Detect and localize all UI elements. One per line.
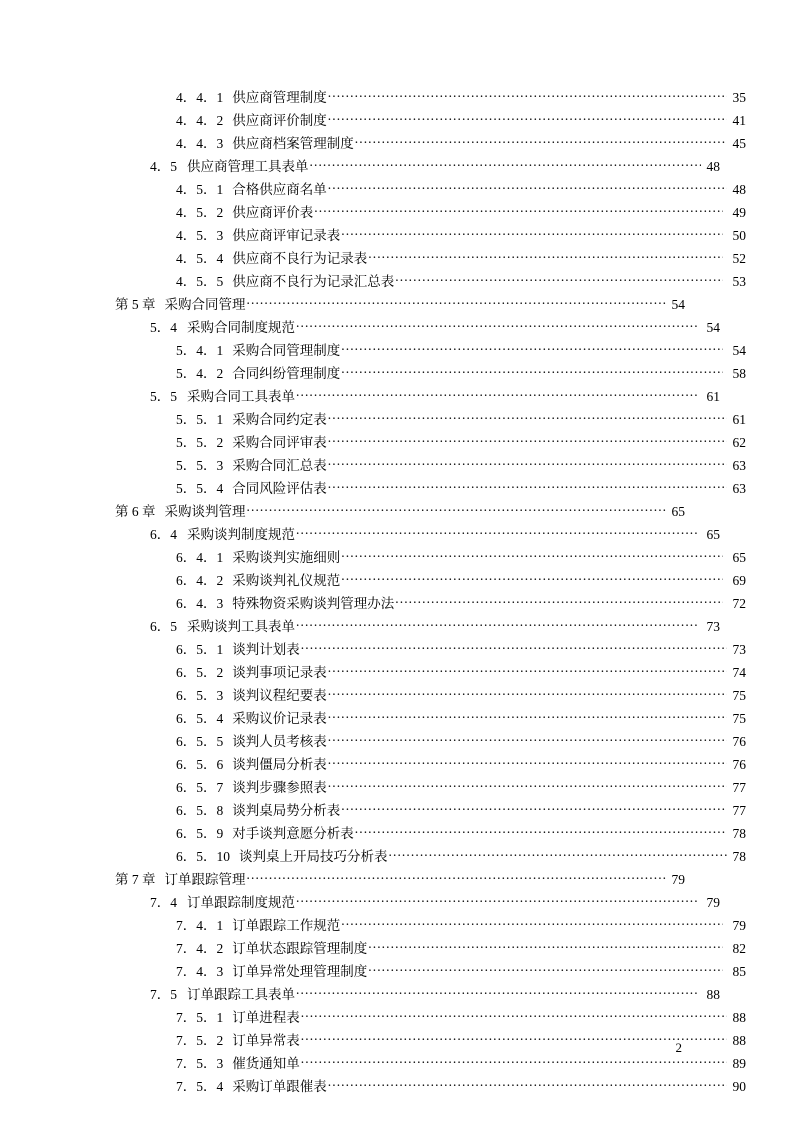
toc-dot-leader bbox=[296, 986, 697, 999]
toc-entry[interactable] bbox=[112, 753, 746, 776]
toc-entry-title: 采购合同工具表单 bbox=[187, 389, 295, 405]
toc-entry-number: 7．5．1 bbox=[176, 1010, 224, 1025]
toc-dot-leader bbox=[296, 388, 697, 401]
toc-entry-number: 7．4 bbox=[150, 895, 177, 910]
toc-entry-title: 采购合同评审表 bbox=[232, 435, 327, 451]
toc-entry-title: 供应商不良行为记录汇总表 bbox=[232, 274, 395, 290]
toc-entry-number: 4．5．5 bbox=[176, 274, 224, 289]
toc-entry-title: 采购谈判制度规范 bbox=[187, 527, 295, 543]
toc-entry-page-number: 79 bbox=[671, 872, 685, 887]
toc-entry-title: 供应商档案管理制度 bbox=[232, 136, 354, 152]
toc-entry-title: 采购谈判管理 bbox=[164, 504, 246, 520]
toc-dot-leader bbox=[296, 894, 697, 907]
toc-entry[interactable] bbox=[112, 661, 746, 684]
toc-entry-page-number: 62 bbox=[732, 435, 746, 450]
toc-entry[interactable] bbox=[112, 132, 746, 155]
toc-entry-title: 供应商评价制度 bbox=[232, 113, 327, 129]
toc-entry-number: 6．5 bbox=[150, 619, 177, 634]
toc-entry-title: 订单跟踪管理 bbox=[164, 872, 246, 888]
toc-entry-number: 5．5．2 bbox=[176, 435, 224, 450]
toc-entry-title: 订单异常处理管理制度 bbox=[232, 964, 368, 980]
toc-entry-number: 4．5 bbox=[150, 159, 177, 174]
toc-entry[interactable] bbox=[112, 316, 720, 339]
toc-entry-title: 采购合同管理 bbox=[164, 297, 246, 313]
table-of-contents bbox=[112, 86, 746, 1098]
toc-entry[interactable] bbox=[112, 362, 746, 385]
toc-entry-page-number: 88 bbox=[732, 1010, 746, 1025]
toc-entry-number: 4．5．4 bbox=[176, 251, 224, 266]
toc-dot-leader bbox=[296, 319, 697, 332]
toc-dot-leader bbox=[328, 89, 727, 102]
toc-entry-page-number: 79 bbox=[732, 918, 746, 933]
toc-entry-title: 采购合同汇总表 bbox=[232, 458, 327, 474]
toc-entry-title: 供应商管理制度 bbox=[232, 90, 327, 106]
toc-dot-leader bbox=[328, 411, 727, 424]
toc-entry-number: 7．4．3 bbox=[176, 964, 224, 979]
toc-dot-leader bbox=[341, 342, 723, 355]
toc-dot-leader bbox=[328, 112, 727, 125]
toc-entry-title: 谈判桌上开局技巧分析表 bbox=[239, 849, 388, 865]
toc-entry[interactable] bbox=[112, 707, 746, 730]
toc-entry-number: 7．5 bbox=[150, 987, 177, 1002]
toc-entry-page-number: 48 bbox=[732, 182, 746, 197]
toc-entry-page-number: 63 bbox=[732, 458, 746, 473]
toc-dot-leader bbox=[328, 687, 727, 700]
toc-entry[interactable] bbox=[112, 201, 746, 224]
toc-entry-title: 采购订单跟催表 bbox=[232, 1079, 327, 1095]
toc-dot-leader bbox=[355, 825, 727, 838]
toc-dot-leader bbox=[341, 572, 723, 585]
toc-dot-leader bbox=[247, 296, 667, 309]
toc-dot-leader bbox=[328, 480, 727, 493]
toc-entry[interactable] bbox=[112, 845, 746, 868]
toc-entry-title: 订单进程表 bbox=[232, 1010, 300, 1026]
toc-entry-number: 6．5．7 bbox=[176, 780, 224, 795]
toc-entry-title: 谈判事项记录表 bbox=[232, 665, 327, 681]
toc-entry-title: 谈判僵局分析表 bbox=[232, 757, 327, 773]
toc-entry-page-number: 61 bbox=[732, 412, 746, 427]
toc-entry-page-number: 90 bbox=[732, 1079, 746, 1094]
toc-dot-leader bbox=[368, 940, 723, 953]
toc-entry[interactable] bbox=[112, 1006, 746, 1029]
toc-entry-page-number: 41 bbox=[732, 113, 746, 128]
toc-entry[interactable] bbox=[112, 960, 746, 983]
toc-entry[interactable] bbox=[112, 109, 746, 132]
toc-dot-leader bbox=[301, 641, 727, 654]
toc-dot-leader bbox=[368, 963, 723, 976]
toc-entry-page-number: 88 bbox=[706, 987, 720, 1002]
toc-entry[interactable] bbox=[112, 983, 720, 1006]
toc-entry-title: 订单状态跟踪管理制度 bbox=[232, 941, 368, 957]
toc-entry-title: 订单异常表 bbox=[232, 1033, 300, 1049]
toc-entry-title: 采购谈判实施细则 bbox=[232, 550, 341, 566]
toc-entry-title: 供应商不良行为记录表 bbox=[232, 251, 368, 267]
toc-dot-leader bbox=[341, 365, 723, 378]
toc-entry[interactable] bbox=[112, 86, 746, 109]
toc-entry-title: 采购合同约定表 bbox=[232, 412, 327, 428]
toc-entry-page-number: 54 bbox=[671, 297, 685, 312]
toc-entry[interactable] bbox=[112, 477, 746, 500]
toc-entry-title: 谈判步骤参照表 bbox=[232, 780, 327, 796]
toc-entry-page-number: 53 bbox=[732, 274, 746, 289]
toc-entry-page-number: 65 bbox=[706, 527, 720, 542]
toc-entry-number: 4．5．3 bbox=[176, 228, 224, 243]
toc-entry-page-number: 49 bbox=[732, 205, 746, 220]
toc-entry-title: 采购合同制度规范 bbox=[187, 320, 295, 336]
toc-entry-number: 5．5．4 bbox=[176, 481, 224, 496]
toc-entry[interactable] bbox=[112, 914, 746, 937]
toc-entry[interactable] bbox=[112, 224, 746, 247]
toc-entry-number: 6．5．2 bbox=[176, 665, 224, 680]
toc-entry-number: 4．5．2 bbox=[176, 205, 224, 220]
toc-entry-number: 6．5．3 bbox=[176, 688, 224, 703]
toc-entry-title: 合同风险评估表 bbox=[232, 481, 327, 497]
toc-entry[interactable] bbox=[112, 937, 746, 960]
toc-dot-leader bbox=[341, 549, 723, 562]
toc-entry-title: 谈判人员考核表 bbox=[232, 734, 327, 750]
toc-entry-page-number: 74 bbox=[732, 665, 746, 680]
toc-entry-page-number: 72 bbox=[732, 596, 746, 611]
toc-entry-number: 4．4．2 bbox=[176, 113, 224, 128]
toc-entry-number: 4．4．3 bbox=[176, 136, 224, 151]
toc-entry[interactable] bbox=[112, 569, 746, 592]
toc-dot-leader bbox=[328, 733, 727, 746]
toc-dot-leader bbox=[355, 135, 727, 148]
toc-entry-page-number: 78 bbox=[732, 849, 746, 864]
toc-entry-page-number: 77 bbox=[732, 780, 746, 795]
toc-entry-number: 5．4．1 bbox=[176, 343, 224, 358]
toc-entry-number: 第 7 章 bbox=[115, 872, 156, 887]
toc-dot-leader bbox=[301, 1009, 727, 1022]
toc-entry-page-number: 73 bbox=[706, 619, 720, 634]
toc-entry-number: 4．4．1 bbox=[176, 90, 224, 105]
toc-entry[interactable] bbox=[112, 247, 746, 270]
toc-dot-leader bbox=[328, 434, 727, 447]
toc-entry[interactable] bbox=[112, 339, 746, 362]
toc-entry-number: 7．5．3 bbox=[176, 1056, 224, 1071]
toc-dot-leader bbox=[328, 710, 727, 723]
toc-entry-page-number: 48 bbox=[706, 159, 720, 174]
toc-entry-title: 采购合同管理制度 bbox=[232, 343, 341, 359]
toc-dot-leader bbox=[328, 664, 727, 677]
toc-entry-page-number: 45 bbox=[732, 136, 746, 151]
toc-entry-number: 6．5．1 bbox=[176, 642, 224, 657]
toc-dot-leader bbox=[328, 756, 727, 769]
toc-entry-title: 特殊物资采购谈判管理办法 bbox=[232, 596, 395, 612]
toc-entry[interactable] bbox=[112, 155, 720, 178]
toc-entry[interactable] bbox=[112, 178, 746, 201]
toc-entry-number: 6．5．9 bbox=[176, 826, 224, 841]
toc-entry[interactable] bbox=[112, 868, 685, 891]
toc-entry-number: 4．5．1 bbox=[176, 182, 224, 197]
toc-entry-number: 6．4．3 bbox=[176, 596, 224, 611]
toc-entry-page-number: 58 bbox=[732, 366, 746, 381]
toc-entry-number: 7．4．2 bbox=[176, 941, 224, 956]
toc-dot-leader bbox=[368, 250, 723, 263]
toc-entry-page-number: 85 bbox=[732, 964, 746, 979]
toc-entry-number: 第 5 章 bbox=[115, 297, 156, 312]
toc-entry-number: 第 6 章 bbox=[115, 504, 156, 519]
toc-entry-page-number: 54 bbox=[706, 320, 720, 335]
toc-entry-title: 订单跟踪制度规范 bbox=[187, 895, 295, 911]
toc-dot-leader bbox=[301, 1055, 727, 1068]
toc-entry-title: 供应商评价表 bbox=[232, 205, 314, 221]
toc-entry-number: 6．4．2 bbox=[176, 573, 224, 588]
toc-entry-title: 谈判计划表 bbox=[232, 642, 300, 658]
toc-entry-page-number: 61 bbox=[706, 389, 720, 404]
toc-entry-page-number: 76 bbox=[732, 757, 746, 772]
toc-dot-leader bbox=[296, 618, 697, 631]
toc-entry-page-number: 65 bbox=[732, 550, 746, 565]
toc-entry-title: 合格供应商名单 bbox=[232, 182, 327, 198]
toc-dot-leader bbox=[247, 503, 667, 516]
toc-entry[interactable] bbox=[112, 293, 685, 316]
toc-entry-page-number: 63 bbox=[732, 481, 746, 496]
toc-entry-title: 订单跟踪工作规范 bbox=[232, 918, 341, 934]
toc-entry-number: 6．5．10 bbox=[176, 849, 230, 864]
toc-entry-title: 合同纠纷管理制度 bbox=[232, 366, 341, 382]
toc-entry-page-number: 88 bbox=[732, 1033, 746, 1048]
toc-entry-number: 7．5．2 bbox=[176, 1033, 224, 1048]
toc-dot-leader bbox=[328, 457, 727, 470]
toc-dot-leader bbox=[247, 871, 667, 884]
toc-entry-title: 采购谈判礼仪规范 bbox=[232, 573, 341, 589]
toc-entry[interactable] bbox=[112, 730, 746, 753]
toc-dot-leader bbox=[389, 848, 728, 861]
toc-entry[interactable] bbox=[112, 615, 720, 638]
toc-entry-page-number: 82 bbox=[732, 941, 746, 956]
toc-entry-number: 6．5．6 bbox=[176, 757, 224, 772]
toc-entry-title: 采购谈判工具表单 bbox=[187, 619, 295, 635]
page-number-folio: 2 bbox=[675, 1040, 682, 1055]
toc-entry-title: 供应商评审记录表 bbox=[232, 228, 341, 244]
toc-entry-title: 订单跟踪工具表单 bbox=[187, 987, 295, 1003]
toc-entry-title: 对手谈判意愿分析表 bbox=[232, 826, 354, 842]
toc-entry-title: 采购议价记录表 bbox=[232, 711, 327, 727]
toc-entry-title: 谈判议程纪要表 bbox=[232, 688, 327, 704]
toc-entry[interactable] bbox=[112, 592, 746, 615]
toc-entry[interactable] bbox=[112, 776, 746, 799]
toc-entry[interactable] bbox=[112, 891, 720, 914]
toc-entry[interactable] bbox=[112, 523, 720, 546]
toc-dot-leader bbox=[296, 526, 697, 539]
toc-entry[interactable] bbox=[112, 822, 746, 845]
toc-dot-leader bbox=[310, 158, 702, 171]
toc-entry-page-number: 75 bbox=[732, 711, 746, 726]
toc-dot-leader bbox=[328, 181, 727, 194]
toc-entry-page-number: 52 bbox=[732, 251, 746, 266]
toc-entry-number: 6．4．1 bbox=[176, 550, 224, 565]
toc-dot-leader bbox=[328, 779, 727, 792]
toc-entry-number: 5．4．2 bbox=[176, 366, 224, 381]
toc-dot-leader bbox=[395, 273, 723, 286]
toc-entry[interactable] bbox=[112, 546, 746, 569]
toc-dot-leader bbox=[341, 802, 727, 815]
toc-entry-number: 5．5 bbox=[150, 389, 177, 404]
toc-entry-page-number: 79 bbox=[706, 895, 720, 910]
toc-entry[interactable] bbox=[112, 684, 746, 707]
toc-entry[interactable] bbox=[112, 638, 746, 661]
toc-dot-leader bbox=[395, 595, 723, 608]
toc-entry-page-number: 75 bbox=[732, 688, 746, 703]
toc-entry-number: 7．4．1 bbox=[176, 918, 224, 933]
toc-entry-number: 6．5．5 bbox=[176, 734, 224, 749]
toc-dot-leader bbox=[328, 1078, 727, 1091]
toc-entry-page-number: 69 bbox=[732, 573, 746, 588]
toc-entry-number: 5．4 bbox=[150, 320, 177, 335]
toc-entry-page-number: 50 bbox=[732, 228, 746, 243]
toc-entry[interactable] bbox=[112, 408, 746, 431]
toc-entry[interactable] bbox=[112, 1075, 746, 1098]
toc-entry-number: 5．5．3 bbox=[176, 458, 224, 473]
toc-entry-page-number: 54 bbox=[732, 343, 746, 358]
toc-entry-page-number: 89 bbox=[732, 1056, 746, 1071]
toc-entry[interactable] bbox=[112, 270, 746, 293]
toc-entry-page-number: 35 bbox=[732, 90, 746, 105]
toc-entry-number: 6．5．4 bbox=[176, 711, 224, 726]
toc-entry-page-number: 73 bbox=[732, 642, 746, 657]
toc-entry-title: 催货通知单 bbox=[232, 1056, 300, 1072]
toc-entry-number: 6．5．8 bbox=[176, 803, 224, 818]
toc-entry[interactable] bbox=[112, 500, 685, 523]
toc-entry[interactable] bbox=[112, 799, 746, 822]
toc-entry[interactable] bbox=[112, 454, 746, 477]
toc-entry-title: 谈判桌局势分析表 bbox=[232, 803, 341, 819]
toc-entry-page-number: 76 bbox=[732, 734, 746, 749]
toc-entry-number: 7．5．4 bbox=[176, 1079, 224, 1094]
toc-entry[interactable] bbox=[112, 431, 746, 454]
toc-entry-number: 5．5．1 bbox=[176, 412, 224, 427]
toc-entry[interactable] bbox=[112, 385, 720, 408]
toc-entry-number: 6．4 bbox=[150, 527, 177, 542]
toc-entry-title: 供应商管理工具表单 bbox=[187, 159, 309, 175]
toc-entry-page-number: 78 bbox=[732, 826, 746, 841]
toc-dot-leader bbox=[341, 227, 723, 240]
toc-dot-leader bbox=[314, 204, 723, 217]
toc-dot-leader bbox=[341, 917, 723, 930]
toc-entry-page-number: 65 bbox=[671, 504, 685, 519]
toc-entry-page-number: 77 bbox=[732, 803, 746, 818]
